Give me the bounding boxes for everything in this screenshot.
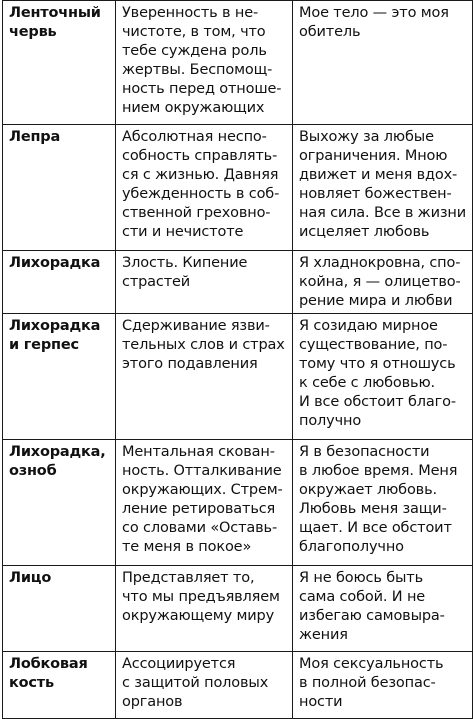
affirmation: Я хладнокровна, спо- койна, я — олицетво- рение мира и любви	[293, 251, 473, 314]
probable-cause: Абсолютная неспо- собность справлять- ся с жизнью. Давняя убежденность в соб- ственной греховно- сти и нечистоте	[116, 125, 293, 251]
probable-cause: Уверенность в не- чистоте, в том, что тебе суждена роль жертвы. Беспомощ- ность перед отноше- нием окружающих	[116, 1, 293, 125]
ailment-name: Лепра	[3, 125, 116, 251]
probable-cause: Ассоциируется с защитой половых органов	[116, 652, 293, 719]
affirmation: Я в безопасности в любое время. Меня окружает любовь. Любовь меня защи- щает. И все обстоит благополучно	[293, 440, 473, 566]
ailment-name: Лихорадка	[3, 251, 116, 314]
table-row	[3, 314, 473, 440]
affirmation: Я не боюсь быть сама собой. И не избегаю самовыра- жения	[293, 566, 473, 652]
table-row	[3, 440, 473, 566]
ailment-name: Лихорадка, озноб	[3, 440, 116, 566]
ailment-name: Ленточный червь	[3, 1, 116, 125]
table-row	[3, 251, 473, 314]
affirmation: Я созидаю мирное существование, по- тому что я отношусь к себе с любовью. И все обстоит благо- получно	[293, 314, 473, 440]
ailment-name: Лихорадка и герпес	[3, 314, 116, 440]
probable-cause: Ментальная скован- ность. Отталкивание окружающих. Стрем- ление ретироваться со словами «Оставь- те меня в покое»	[116, 440, 293, 566]
probable-cause: Злость. Кипение страстей	[116, 251, 293, 314]
table-row	[3, 566, 473, 652]
affirmation: Выхожу за любые ограничения. Мною движет и меня вдох- новляет божествен- ная сила. Все в жизни исцеляет любовь	[293, 125, 473, 251]
table-row	[3, 125, 473, 251]
affirmation: Моя сексуальность в полной безопас- ности	[293, 652, 473, 719]
ailment-name: Лобковая кость	[3, 652, 116, 719]
table-row	[3, 652, 473, 719]
document-page	[2, 0, 472, 718]
affirmation: Мое тело — это моя обитель	[293, 1, 473, 125]
ailment-name: Лицо	[3, 566, 116, 652]
ailments-table	[2, 0, 473, 719]
table-row	[3, 1, 473, 125]
probable-cause: Сдерживание язви- тельных слов и страх этого подавления	[116, 314, 293, 440]
probable-cause: Представляет то, что мы предъявляем окружающему миру	[116, 566, 293, 652]
